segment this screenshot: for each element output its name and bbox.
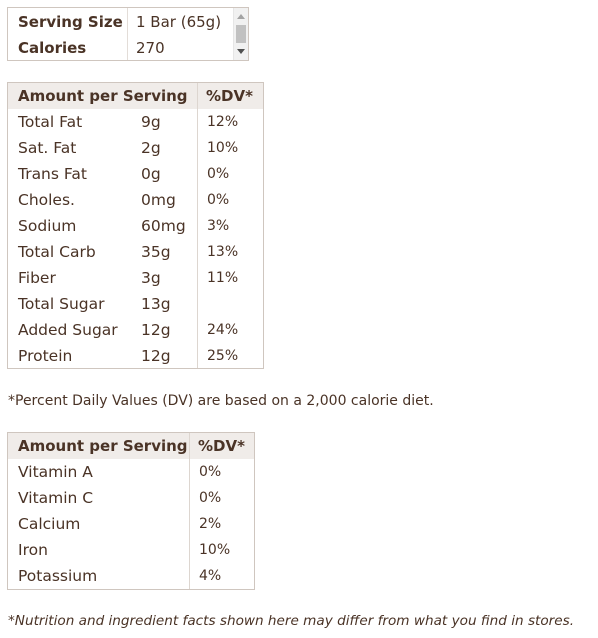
vitamin-row-potassium [8, 563, 254, 589]
nutrient-dv: 11% [207, 270, 239, 286]
vitamin-name: Calcium [18, 515, 81, 533]
nutrient-dv: 25% [207, 348, 239, 364]
vitamin-dv: 4% [199, 568, 222, 584]
nutrient-dv: 0% [207, 192, 230, 208]
nutrient-name: Total Fat [18, 113, 83, 131]
nutrient-amount: 3g [141, 269, 161, 287]
nutrient-row-added-sugar [8, 317, 263, 343]
nutrient-row-total-sugar [8, 291, 263, 317]
nutrient-amount: 2g [141, 139, 161, 157]
dv-header: %DV* [198, 437, 245, 455]
nutrient-amount: 13g [141, 295, 171, 313]
nutrient-amount: 12g [141, 347, 171, 365]
nutrient-name: Total Sugar [18, 295, 105, 313]
nutrient-name: Total Carb [18, 243, 96, 261]
nutrient-row-protein [8, 343, 263, 369]
vitamin-dv: 2% [199, 516, 222, 532]
nutrient-dv: 12% [207, 114, 239, 130]
nutrient-dv: 13% [207, 244, 239, 260]
nutrient-amount: 35g [141, 243, 171, 261]
vitamin-name: Vitamin C [18, 489, 94, 507]
vitamin-row-vitamin-c [8, 485, 254, 511]
nutrient-table [7, 82, 264, 369]
vitamin-row-iron [8, 537, 254, 563]
scroll-down-arrow-icon[interactable] [237, 49, 245, 54]
nutrient-row-trans-fat [8, 161, 263, 187]
nutrient-name: Choles. [18, 191, 75, 209]
vitamin-row-vitamin-a [8, 459, 254, 485]
nutrient-dv: 10% [207, 140, 239, 156]
amount-per-serving-header: Amount per Serving [18, 87, 188, 105]
nutrient-row-fiber [8, 265, 263, 291]
vitamin-name: Potassium [18, 567, 98, 585]
nutrient-row-sat-fat [8, 135, 263, 161]
vitamin-name: Vitamin A [18, 463, 93, 481]
nutrient-amount: 9g [141, 113, 161, 131]
store-disclaimer: *Nutrition and ingredient facts shown here may differ from what you find in stores. [8, 613, 575, 629]
nutrient-name: Trans Fat [18, 165, 87, 183]
vitamin-row-calcium [8, 511, 254, 537]
nutrient-row-cholesterol [8, 187, 263, 213]
nutrient-name: Sat. Fat [18, 139, 77, 157]
nutrient-amount: 12g [141, 321, 171, 339]
vitamin-table-header [8, 433, 254, 459]
nutrient-dv: 24% [207, 322, 239, 338]
nutrient-row-sodium [8, 213, 263, 239]
nutrient-dv: 3% [207, 218, 230, 234]
nutrient-amount: 0mg [141, 191, 176, 209]
serving-scrollbar[interactable] [233, 8, 248, 60]
vitamin-dv: 10% [199, 542, 231, 558]
vitamin-dv: 0% [199, 490, 222, 506]
vitamin-table [7, 432, 255, 590]
amount-per-serving-header: Amount per Serving [18, 437, 188, 455]
nutrient-dv: 0% [207, 166, 230, 182]
calories-value: 270 [136, 39, 165, 57]
nutrient-name: Protein [18, 347, 73, 365]
daily-value-footnote: *Percent Daily Values (DV) are based on a 2,000 calorie diet. [8, 393, 434, 409]
vitamin-dv: 0% [199, 464, 222, 480]
serving-size-label: Serving Size [18, 13, 123, 31]
vitamin-name: Iron [18, 541, 48, 559]
nutrient-row-total-fat [8, 109, 263, 135]
dv-header: %DV* [206, 87, 253, 105]
nutrient-amount: 0g [141, 165, 161, 183]
nutrient-name: Fiber [18, 269, 56, 287]
nutrient-table-header [8, 83, 263, 109]
nutrient-amount: 60mg [141, 217, 186, 235]
calories-label: Calories [18, 39, 87, 57]
scroll-up-arrow-icon[interactable] [237, 14, 245, 19]
scroll-thumb[interactable] [236, 25, 246, 43]
nutrient-name: Sodium [18, 217, 77, 235]
serving-size-value: 1 Bar (65g) [136, 13, 222, 31]
nutrient-row-total-carb [8, 239, 263, 265]
serving-info-box [7, 7, 249, 61]
nutrient-name: Added Sugar [18, 321, 118, 339]
